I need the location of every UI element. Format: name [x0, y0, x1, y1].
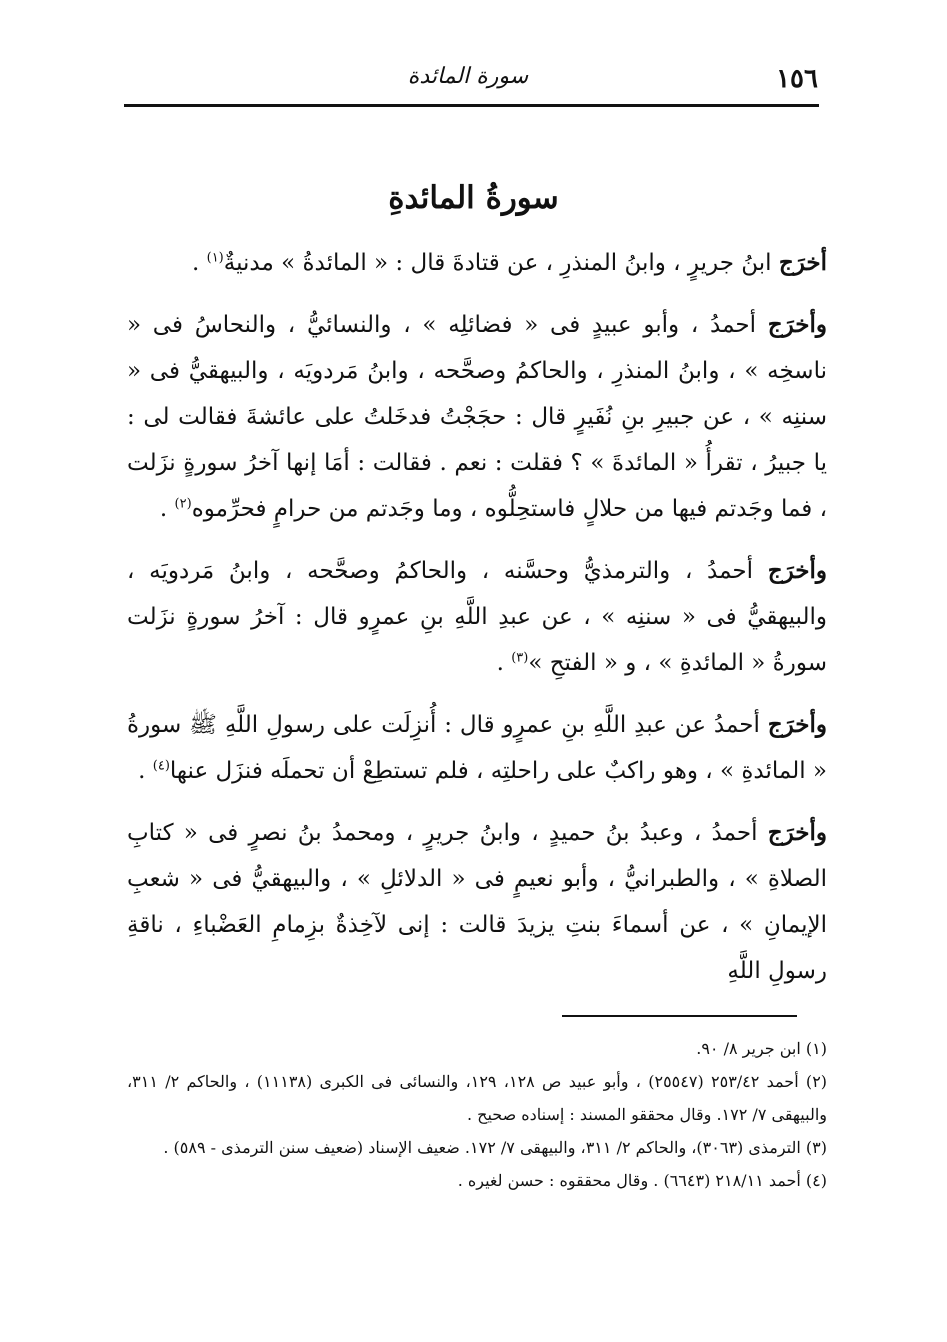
footnote: (٢) أحمد ٢٥٣/٤٢ (٢٥٥٤٧) ، وأبو عبيد ص ١٢٨، ١٢٩، والنسائى فى الكبرى (١١١٣٨) ، والحاكم ٢/ ٣١١، والبيهقى ٧/ ١٧٢. وقال محققو المسند : إسناده صحيح .: [127, 1072, 828, 1124]
paragraph-text: أحمدُ عن عبدِ اللَّهِ بنِ عمرٍو قال : أُنزِلَت على رسولِ اللَّهِ ﷺ سورةُ « المائدةِ » ، وهو راكبٌ على راحلتِه ، فلم تستطِعْ أن تحملَه فنزَل عنها: [127, 712, 827, 784]
footnote-marker: (٣): [511, 650, 529, 666]
footnote-marker: (١): [206, 250, 224, 266]
paragraph-text: أحمدُ ، وأبو عبيدٍ فى « فضائلِه » ، والنسائيُّ ، والنحاسُ فى « ناسخِه » ، وابنُ المنذرِ ، والحاكمُ وصحَّحه ، وابنُ مَردويَه ، والبيهقيُّ فى « سننِه » ، عن جبيرِ بنِ نُفَيرٍ قال : حجَجْتُ فدخَلتُ على عائشةَ فقالت لى : يا جبيرُ ، تقرأُ « المائدةَ » ؟ فقلت : نعم . فقالت : أمَا إنها آخرُ سورةٍ نزَلت ، فما وجَدتم فيها من حلالٍ فاستحِلُّوه ، وما وجَدتم من حرامٍ فحرِّموه: [127, 312, 827, 522]
body-text: [127, 240, 827, 1010]
paragraph: [127, 702, 827, 794]
paragraph-lead: وأخرَج: [767, 311, 827, 338]
paragraph: [127, 810, 827, 994]
running-title: سورة المائدة: [407, 64, 529, 89]
paragraph-end: .: [496, 650, 512, 676]
paragraph-text: ابنُ جريرٍ ، وابنُ المنذرِ ، عن قتادةَ قال : « المائدةُ » مدنيةٌ: [223, 250, 779, 276]
paragraph-lead: وأخرَج: [767, 711, 827, 738]
paragraph-lead: أخرَج: [778, 249, 827, 276]
paragraph: [127, 548, 827, 686]
footnote-marker: (٤): [152, 758, 170, 774]
paragraph-text: أحمدُ ، والترمذيُّ وحسَّنه ، والحاكمُ وصحَّحه ، وابنُ مَردويَه ، والبيهقيُّ فى « سننِه » ، عن عبدِ اللَّهِ بنِ عمرٍو قال : آخرُ سورةٍ نزَلت سورةُ « المائدةِ » ، و « الفتحِ »: [127, 558, 827, 676]
page-number: ١٥٦: [776, 64, 818, 94]
footnote: (٣) الترمذى (٣٠٦٣)، والحاكم ٢/ ٣١١، والبيهقى ٧/ ١٧٢. ضعيف الإسناد (ضعيف سنن الترمذى - ٥٨٩) .: [163, 1138, 827, 1157]
paragraph-end: .: [138, 758, 153, 784]
paragraph: [127, 302, 827, 532]
footnote-marker: (٢): [174, 496, 192, 512]
footnote: (٤) أحمد ٢١٨/١١ (٦٦٤٣) . وقال محققوه : حسن لغيره .: [457, 1171, 827, 1190]
paragraph-text: أحمدُ ، وعبدُ بنُ حميدٍ ، وابنُ جريرٍ ، ومحمدُ بنُ نصرٍ فى « كتابِ الصلاةِ » ، والطبرانيُّ ، وأبو نعيمٍ فى « الدلائلِ » ، والبيهقيُّ فى « شعبِ الإيمانِ » ، عن أسماءَ بنتِ يزيدَ قالت : إنى لآخِذةٌ بزِمامِ العَضْباءِ ، ناقةِ رسولِ اللَّهِ: [127, 820, 827, 984]
running-head: [118, 58, 818, 98]
footnote: (١) ابن جرير ٨/ ٩٠.: [696, 1039, 827, 1058]
paragraph-end: .: [159, 496, 175, 522]
header-rule: [124, 104, 819, 107]
chapter-title: سورةُ المائدةِ: [388, 180, 559, 216]
paragraph: [127, 240, 827, 286]
paragraph-lead: وأخرَج: [767, 557, 827, 584]
paragraph-lead: وأخرَج: [767, 819, 827, 846]
footnote-rule: [562, 1015, 797, 1017]
paragraph-end: .: [191, 250, 207, 276]
footnotes: [127, 1032, 827, 1197]
